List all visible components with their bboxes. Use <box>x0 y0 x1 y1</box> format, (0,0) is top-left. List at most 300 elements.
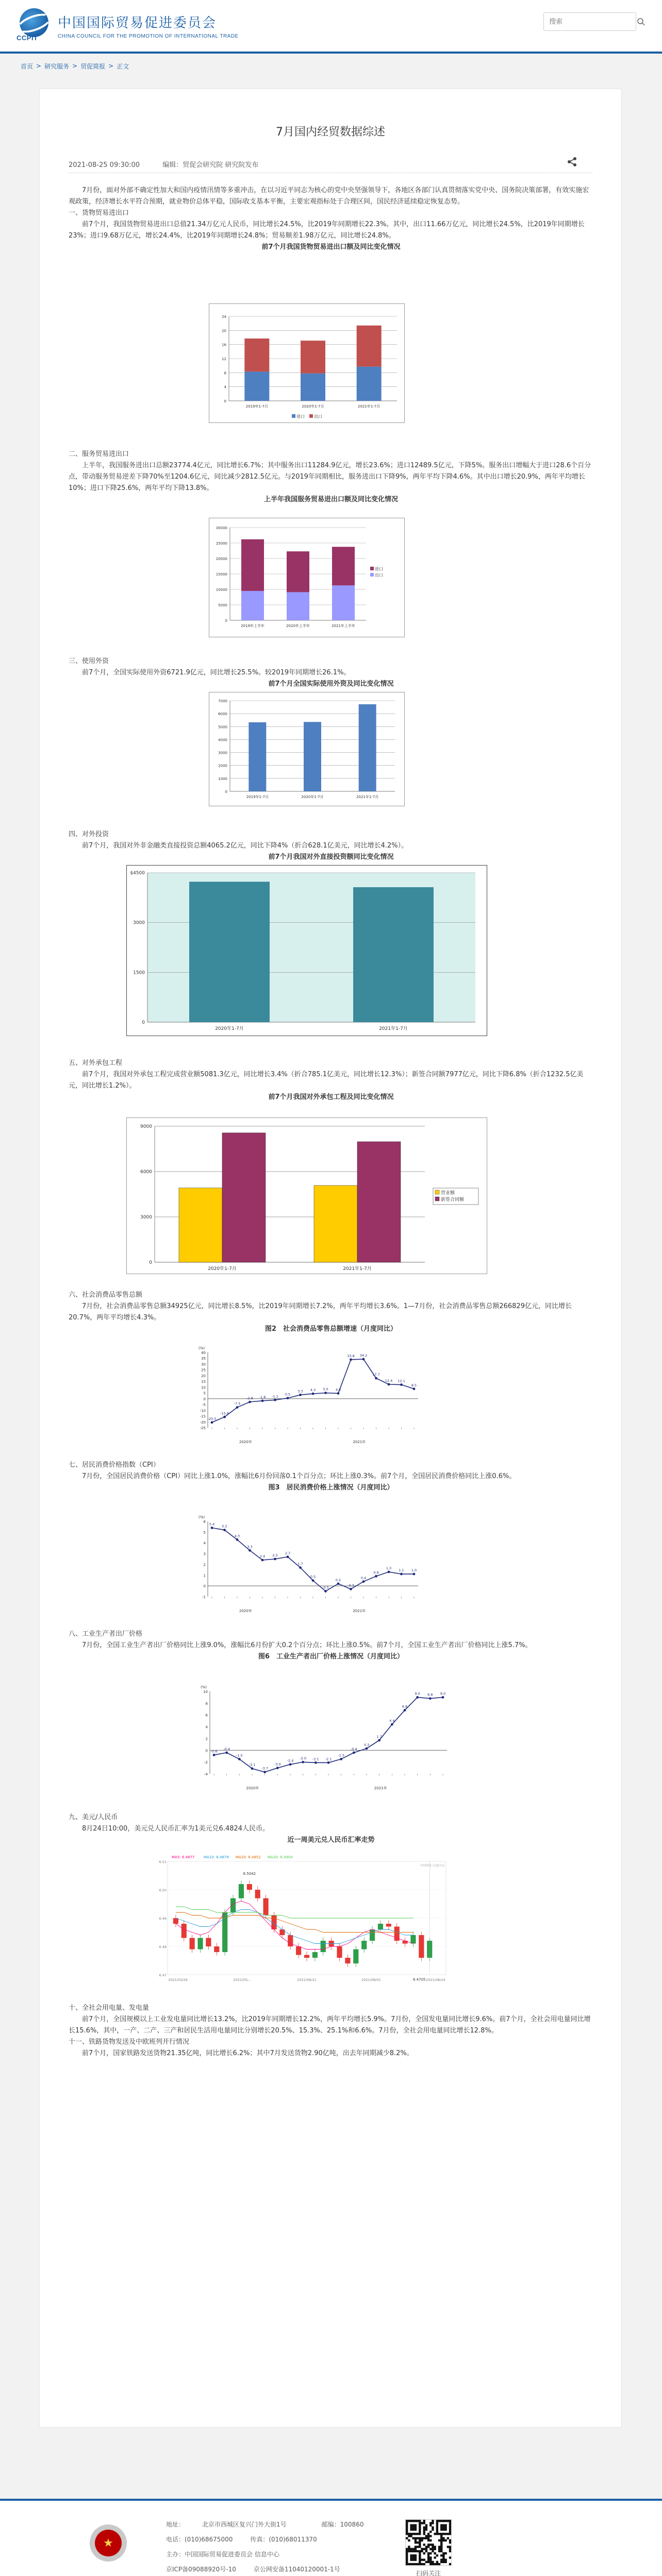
section-text: 8月24日10:00，美元兑人民币汇率为1美元兑6.4824人民币。 <box>82 1825 270 1833</box>
y-tick-label: $4500 <box>130 871 145 876</box>
data-label: 0.9 <box>373 1570 379 1575</box>
data-point <box>312 1579 315 1582</box>
legend-label: 进口 <box>296 414 305 419</box>
data-point <box>400 1383 403 1386</box>
bar <box>179 1188 222 1262</box>
candle-body <box>386 1924 391 1927</box>
bar <box>353 887 434 1022</box>
section-heading: 七、居民消费价格指数（CPI） <box>69 1461 160 1469</box>
y-tick-label: 5000 <box>218 603 227 607</box>
article-container <box>39 89 622 2428</box>
data-point <box>388 1383 390 1386</box>
candle-body <box>321 1941 326 1952</box>
section-heading: 四、对外投资 <box>69 831 109 838</box>
data-label: -2.4 <box>287 1758 294 1763</box>
y-tick-label: 0 <box>142 1020 145 1025</box>
data-point <box>276 1767 279 1769</box>
x-tick-label: 2021年1-7月 <box>356 795 379 799</box>
bar <box>244 371 269 401</box>
article-title: 7月国内经贸数据综述 <box>276 126 385 139</box>
bar <box>244 338 269 371</box>
y-tick-label: 30000 <box>216 526 227 530</box>
x-tick-label: 2021年上半年 <box>332 624 355 628</box>
section-heading: 九、美元/人民币 <box>69 1814 118 1821</box>
data-label: 9.0 <box>440 1691 446 1696</box>
data-point <box>324 1590 327 1592</box>
y-tick-label: 5 <box>203 1530 206 1535</box>
candle-body <box>279 1929 285 1935</box>
y-tick-label: 20000 <box>216 557 227 561</box>
data-label: 1.1 <box>399 1568 404 1573</box>
y-tick-label: -2 <box>204 1760 208 1765</box>
footer-phone: 电话：(010)68675000 <box>166 2536 233 2543</box>
y-tick-label: 25000 <box>216 541 227 546</box>
article-body-8 <box>69 1629 593 1663</box>
footer-police[interactable]: 京公网安备11040120001-1号 <box>253 2566 340 2573</box>
footer-host: 主办：中国国际贸易促进委员会 信息中心 <box>166 2551 279 2558</box>
bar <box>287 592 309 620</box>
y-tick-label: 0 <box>224 399 226 403</box>
data-label: 1.0 <box>411 1568 417 1573</box>
article-body-7 <box>69 1460 593 1494</box>
footer-address: 地址： 北京市西城区复兴门外大街1号 <box>166 2521 287 2528</box>
y-tick-label: 0 <box>205 1749 208 1753</box>
data-label: -0.8 <box>210 1749 218 1754</box>
section-heading: 三、使用外资 <box>69 657 109 665</box>
data-point <box>416 1696 419 1699</box>
y-tick-label: 0 <box>203 1397 206 1401</box>
search-icon[interactable] <box>637 13 645 30</box>
chart-fx <box>157 1851 467 1990</box>
y-tick-label: 6.49 <box>159 1917 167 1921</box>
footer-info <box>166 2517 381 2576</box>
chart-fdi <box>209 692 405 806</box>
y-tick-label: 12 <box>222 357 226 361</box>
intro-paragraph: 7月份，面对外部不确定性加大和国内疫情汛情等多重冲击，在以习近平同志为核心的党中央坚强领导下，各地区各部门认真贯彻落实党中央、国务院决策部署，有效实施宏观政策，经济增长水平符合预期，就业物价总体平稳，国际收支基本平衡，主要宏观指标处于合理区间，国民经济延续稳定恢复态势。 <box>69 187 589 206</box>
candle-body <box>410 1935 416 1944</box>
data-point <box>213 1754 216 1756</box>
article-source: 编辑：贸促会研究院 研究院发布 <box>162 161 259 169</box>
data-point <box>251 1767 254 1770</box>
data-label: -0.5 <box>322 1585 329 1590</box>
data-label: 5.0 <box>323 1387 328 1392</box>
data-point <box>388 1571 390 1573</box>
y-tick-label: -20 <box>200 1420 206 1425</box>
candle-body <box>190 1938 195 1950</box>
x-tick-label: 2020年1-7月 <box>208 1266 237 1272</box>
data-point <box>413 1387 416 1390</box>
data-label: 5.4 <box>209 1522 215 1527</box>
data-point <box>211 1527 213 1529</box>
y-tick-label: 4 <box>203 1541 206 1546</box>
y-tick-label: 10000 <box>216 588 227 592</box>
y-tick-label: 15000 <box>216 572 227 577</box>
section-heading: 六、社会消费品零售总额 <box>69 1291 143 1299</box>
section-text: 前7个月，国家铁路发送货物21.35亿吨，同比增长6.2%；其中7月发送货物2.90亿吨，出去年同期减少8.2%。 <box>82 2049 413 2057</box>
data-label: -1.5 <box>236 1753 243 1758</box>
section-heading: 十一、铁路货物发送及中欧班列开行情况 <box>69 2038 190 2046</box>
data-point <box>249 1549 251 1552</box>
section-text: 前7个月，全国实际使用外资6721.9亿元，同比增长25.5%。较2019年同期增长26.1%。 <box>82 669 351 676</box>
y-unit: (%) <box>198 1515 205 1519</box>
y-unit: (%) <box>198 1346 205 1350</box>
y-tick-label: 20 <box>222 329 226 333</box>
year-label: 2020年 <box>239 1609 252 1613</box>
candle-body <box>239 1884 244 1899</box>
data-point <box>302 1761 304 1764</box>
data-point <box>274 1558 276 1561</box>
data-point <box>274 1399 276 1401</box>
candle-body <box>345 1958 350 1963</box>
bar <box>332 547 355 585</box>
article-body-4 <box>69 829 593 863</box>
article-body-6 <box>69 1290 593 1335</box>
year-label: 2021年 <box>374 1786 387 1790</box>
data-label: -0.3 <box>347 1583 354 1588</box>
section-heading: 五、对外承包工程 <box>69 1059 123 1067</box>
data-label: 0.3 <box>363 1742 370 1747</box>
y-tick-label: 5000 <box>218 725 227 730</box>
y-tick-label: 2000 <box>218 764 227 768</box>
search-input[interactable] <box>544 13 637 30</box>
section-text: 前7个月，全国规模以上工业发电量同比增长13.2%，比2019年同期增长12.2%，两年平均增长5.9%。7月份，全国发电量同比增长9.6%。前7个月，全社会用电量同比增长15.6%，其中，一产、二产、三产和居民生活用电量同比分别增长20.5%、15.3%、25.1%和6.6%。7月份，全社会用电量同比增长12.8%。 <box>69 2015 591 2035</box>
data-point <box>315 1761 317 1764</box>
legend-label: MA5: 6.4877 <box>172 1855 195 1859</box>
bar <box>222 1133 266 1262</box>
bar <box>357 326 382 367</box>
article-body-1 <box>69 185 593 253</box>
bar <box>357 367 382 401</box>
data-label: 4.6 <box>335 1387 341 1392</box>
search-box <box>543 12 636 31</box>
legend-label: 新签合同额 <box>441 1197 465 1202</box>
data-point <box>223 1416 226 1418</box>
year-label: 2021年 <box>353 1609 366 1613</box>
data-point <box>299 1394 302 1396</box>
article-body-3 <box>69 656 593 690</box>
data-label: 0.4 <box>360 1575 367 1580</box>
bar <box>332 585 355 620</box>
data-label: 34.2 <box>359 1353 368 1358</box>
legend-label: 进口 <box>375 567 383 571</box>
data-label: 1.7 <box>297 1562 303 1566</box>
candle-body <box>255 1890 260 1899</box>
bar <box>241 591 264 620</box>
chart-cpi <box>189 1515 426 1618</box>
y-tick-label: 8 <box>205 1701 208 1706</box>
y-tick-label: 5 <box>203 1391 206 1396</box>
chart-title: 上半年我国服务贸易进出口额及同比变化情况 <box>263 496 398 503</box>
x-tick-label: 2020年上半年 <box>286 624 310 628</box>
data-label: 17.7 <box>372 1372 380 1377</box>
section-text: 前7个月，我国货物贸易进出口总值21.34万亿元人民币，同比增长24.5%，比2019年同期增长22.3%。其中，出口11.66万亿元，同比增长24.5%，比2019年同期增长23%；进口9.68万亿元，增长24.4%，比2019年同期增长24.8%；贸易顺差1.98万亿元，同比增长24.8%。 <box>69 221 585 240</box>
candle-body <box>427 1941 432 1958</box>
data-point <box>413 1573 416 1575</box>
candle-body <box>378 1924 383 1929</box>
candle-body <box>222 1912 227 1952</box>
data-label: -3.7 <box>261 1766 269 1771</box>
x-tick-label: 2021/08/01 <box>361 1978 381 1982</box>
candle-body <box>353 1950 358 1964</box>
y-tick-label: 24 <box>222 315 226 319</box>
section-text: 7月份，全国工业生产者出厂价格同比上涨9.0%，涨幅比6月份扩大0.2个百分点；环比上涨0.5%。前7个月，全国工业生产者出厂价格同比上涨5.7%。 <box>82 1641 532 1649</box>
y-tick-label: 7000 <box>218 699 227 703</box>
x-tick-label: 2019年1-7月 <box>245 404 268 409</box>
y-tick-label: 3000 <box>218 751 227 755</box>
x-tick-label: 2021/03/26 <box>168 1978 188 1982</box>
data-point <box>391 1723 393 1726</box>
y-tick-label: 0 <box>149 1260 152 1265</box>
breadcrumb: 首页 > 研究服务 > 贸促简报 > 正文 <box>21 62 129 70</box>
data-label: -1.5 <box>338 1753 345 1758</box>
high-label: 6.5042 <box>243 1871 256 1876</box>
police-emblem-icon: ★ <box>90 2524 127 2562</box>
y-tick-label: 6.50 <box>159 1888 167 1892</box>
data-label: -2.8 <box>246 1396 253 1401</box>
y-tick-label: 3000 <box>140 1215 152 1220</box>
y-tick-label: -15 <box>200 1414 206 1419</box>
x-tick-label: 2021年1-7月 <box>343 1266 372 1272</box>
data-point <box>353 1751 355 1754</box>
y-tick-label: 4 <box>224 385 226 389</box>
breadcrumb-home[interactable]: 首页 <box>21 62 34 70</box>
y-tick-label: 1 <box>203 1573 206 1578</box>
data-label: -2.0 <box>300 1756 307 1761</box>
chart-title: 图6 工业生产者出厂价格上涨情况（月度同比） <box>258 1653 404 1660</box>
candle-body <box>230 1899 236 1913</box>
data-label: 0.2 <box>335 1578 341 1582</box>
data-label: -0.4 <box>223 1747 230 1751</box>
legend-label: 出口 <box>314 414 322 419</box>
data-label: 4.3 <box>310 1388 316 1393</box>
y-tick-label: 1000 <box>218 776 227 781</box>
candle-body <box>197 1938 203 1950</box>
data-point <box>337 1583 340 1585</box>
data-point <box>261 1399 264 1402</box>
data-point <box>236 1406 239 1409</box>
chart-title: 前7个月我国对外承包工程及同比变化情况 <box>268 1093 394 1101</box>
data-point <box>362 1580 365 1583</box>
source-label: 中国外汇交易中心 <box>420 1864 445 1868</box>
chart-retail <box>189 1346 426 1449</box>
y-tick-label: 6.51 <box>159 1860 167 1864</box>
breadcrumb-current: 正文 <box>117 62 129 70</box>
candle-body <box>296 1946 301 1955</box>
y-tick-label: 6.47 <box>159 1973 167 1977</box>
candle-body <box>247 1884 252 1890</box>
y-tick-label: -5 <box>202 1403 206 1408</box>
year-label: 2020年 <box>246 1786 259 1790</box>
y-tick-label: 6 <box>203 1520 206 1524</box>
y-tick-label: 2 <box>203 1563 206 1567</box>
chart-title: 图3 居民消费价格上涨情况（月度同比） <box>268 1484 394 1492</box>
y-tick-label: 0 <box>225 619 227 623</box>
data-point <box>442 1696 444 1699</box>
data-point <box>375 1575 377 1578</box>
data-label: 5.2 <box>222 1524 227 1529</box>
y-tick-label: 10 <box>201 1385 206 1390</box>
article-body-5 <box>69 1058 593 1103</box>
data-point <box>236 1538 239 1541</box>
data-point <box>261 1559 264 1562</box>
low-label: 6.4705 <box>412 1977 426 1982</box>
site-logo[interactable] <box>16 8 239 43</box>
y-tick-label: 20 <box>201 1374 206 1378</box>
bar <box>359 704 376 791</box>
data-point <box>238 1758 241 1760</box>
data-label: 0.5 <box>285 1392 291 1397</box>
y-tick-label: -25 <box>200 1426 206 1430</box>
bar <box>304 722 321 791</box>
y-tick-label: 10 <box>203 1690 208 1694</box>
y-tick-label: 0 <box>225 790 227 794</box>
x-tick-label: 2020年1-7月 <box>301 795 324 799</box>
qr-label: 扫码关注 <box>416 2570 441 2576</box>
candle-body <box>206 1938 211 1947</box>
data-label: 3.3 <box>297 1389 303 1394</box>
footer-fax: 传真：(010)68011370 <box>250 2536 317 2543</box>
data-label: -20.5 <box>207 1416 217 1421</box>
y-tick-label: 9000 <box>140 1124 152 1129</box>
data-label: 1.3 <box>386 1566 392 1571</box>
y-unit: (%) <box>201 1685 207 1689</box>
article-body-2 <box>69 449 593 505</box>
y-tick-label: 0 <box>203 1584 206 1589</box>
data-point <box>350 1359 352 1361</box>
chart-title: 近一周美元兑人民币汇率走势 <box>287 1836 375 1844</box>
x-tick-label: 2021/08/24 <box>426 1978 445 1982</box>
data-label: 12.1 <box>398 1379 405 1383</box>
candle-body <box>181 1924 187 1938</box>
y-tick-label: 25 <box>201 1368 206 1372</box>
x-tick-label: 2020年1-7月 <box>215 1026 244 1031</box>
data-label: 8.8 <box>427 1692 433 1697</box>
section-text: 上半年，我国服务进出口总额23774.4亿元，同比增长6.7%；其中服务出口11284.9亿元，增长23.6%；进口12489.5亿元，下降5%。服务出口增幅大于进口28.6个百分点，带动服务贸易逆差下降70%至1204.6亿元，同比减少2812.5亿元。与2019年同期相比，服务进出口下降9%，两年平均下降4.6%。其中出口增长20.9%，两年平均增长10%；进口下降25.6%，两年平均下降13.8%。 <box>69 462 591 492</box>
y-tick-label: 4000 <box>218 738 227 742</box>
data-point <box>340 1758 342 1760</box>
candle-body <box>304 1955 309 1958</box>
data-point <box>263 1771 266 1773</box>
y-tick-label: 1500 <box>133 970 145 976</box>
y-tick-label: -4 <box>204 1772 208 1776</box>
y-tick-label: 35 <box>201 1357 206 1361</box>
y-tick-label: 16 <box>222 343 226 347</box>
logo-title-en: CHINA COUNCIL FOR THE PROMOTION OF INTERNATIONAL TRADE <box>58 33 239 39</box>
data-label: 4.3 <box>234 1534 240 1538</box>
data-label: -0.4 <box>350 1747 357 1751</box>
y-tick-label: 3000 <box>133 920 145 926</box>
legend-swatch <box>370 573 374 577</box>
breadcrumb-brief[interactable]: 贸促简报 <box>80 62 106 70</box>
legend-swatch <box>309 414 313 418</box>
share-icon[interactable] <box>567 156 578 167</box>
chart-odi <box>126 865 487 1036</box>
candle-body <box>361 1941 367 1950</box>
site-footer <box>0 2499 662 2576</box>
data-point <box>350 1588 352 1590</box>
ccpit-logo-icon: CCPIT <box>16 8 53 43</box>
y-tick-label: 30 <box>201 1362 206 1367</box>
legend-label: 出口 <box>375 573 383 578</box>
publish-date: 2021-08-25 09:30:00 <box>69 161 140 169</box>
article-body-10 <box>69 2003 593 2059</box>
candle-body <box>337 1946 342 1958</box>
y-tick-label: -1 <box>202 1595 206 1599</box>
section-text: 7月份，全国居民消费价格（CPI）同比上涨1.0%，涨幅比6月份回落0.1个百分点；环比上涨0.3%。前7个月，全国居民消费价格同比上涨0.6%。 <box>82 1472 516 1480</box>
y-tick-label: 15 <box>201 1380 206 1384</box>
chart-ppi <box>189 1685 457 1799</box>
data-point <box>289 1763 292 1766</box>
x-tick-label: 2019年1-7月 <box>246 795 269 799</box>
x-tick-label: 2021/06/21 <box>297 1978 317 1982</box>
data-label: 2.7 <box>285 1551 291 1555</box>
footer-icp[interactable]: 京ICP备09088920号-10 <box>166 2566 236 2573</box>
data-label: 1.7 <box>376 1734 382 1739</box>
chart-contracting <box>126 1117 487 1274</box>
data-point <box>375 1377 377 1380</box>
bar <box>189 882 270 1022</box>
data-point <box>211 1421 213 1423</box>
article-meta <box>69 159 258 169</box>
x-tick-label: 2019年上半年 <box>241 624 264 628</box>
bar <box>241 539 264 591</box>
data-label: 6.8 <box>402 1704 408 1709</box>
section-text: 前7个月，我国对外承包工程完成营业额5081.3亿元，同比增长3.4%（折合785.1亿美元，同比增长12.3%）；新签合同额7977亿元，同比下降6.8%（折合1232.5亿美元，同比增长1.2%）。 <box>69 1071 584 1090</box>
y-tick-label: 8 <box>224 371 226 376</box>
data-point <box>249 1401 251 1403</box>
y-tick-label: 3 <box>203 1552 206 1556</box>
year-label: 2021年 <box>353 1440 366 1444</box>
y-tick-label: 6000 <box>140 1170 152 1175</box>
data-label: 12.4 <box>385 1378 393 1383</box>
data-point <box>362 1358 365 1361</box>
data-label: 8.5 <box>411 1383 417 1387</box>
data-label: 2.4 <box>259 1554 266 1559</box>
candle-body <box>370 1929 375 1941</box>
data-label: -1.8 <box>259 1395 266 1399</box>
x-tick-label: 2020年1-7月 <box>302 404 324 409</box>
data-point <box>324 1392 327 1394</box>
data-point <box>312 1393 315 1395</box>
breadcrumb-research[interactable]: 研究服务 <box>44 62 70 70</box>
data-point <box>366 1747 368 1750</box>
data-point <box>327 1761 330 1764</box>
data-label: -2.1 <box>312 1757 319 1761</box>
data-label: 9.0 <box>415 1691 420 1696</box>
chart-title: 前7个月全国实际使用外资及同比变化情况 <box>268 680 394 688</box>
section-heading: 二、服务贸易进出口 <box>69 450 129 458</box>
legend-swatch <box>435 1197 439 1201</box>
site-header <box>0 0 662 52</box>
legend-label: MA30: 6.4904 <box>268 1855 293 1859</box>
bar <box>249 722 266 791</box>
section-text: 7月份，社会消费品零售总额34925亿元，同比增长8.5%，比2019年同期增长7.2%，两年平均增长3.6%。1—7月份，社会消费品零售总额266829亿元，同比增长20.7%，两年平均增长4.3%。 <box>69 1302 572 1321</box>
data-label: -1.1 <box>272 1394 278 1399</box>
chart-title: 前7个月我国货物贸易进出口额及同比变化情况 <box>261 243 401 251</box>
legend-swatch <box>370 567 374 570</box>
y-tick-label: 2 <box>205 1737 208 1741</box>
data-point <box>378 1739 380 1741</box>
article-body-9 <box>69 1812 593 1846</box>
data-point <box>400 1573 403 1575</box>
y-tick-label: 4 <box>205 1725 208 1730</box>
y-tick-label: 40 <box>201 1351 206 1355</box>
legend-label: MA10: 6.4879 <box>204 1855 229 1859</box>
data-label: 33.8 <box>347 1353 355 1358</box>
candle-body <box>288 1935 293 1946</box>
section-heading: 八、工业生产者出厂价格 <box>69 1630 143 1638</box>
legend-label: 营业额 <box>441 1191 455 1196</box>
